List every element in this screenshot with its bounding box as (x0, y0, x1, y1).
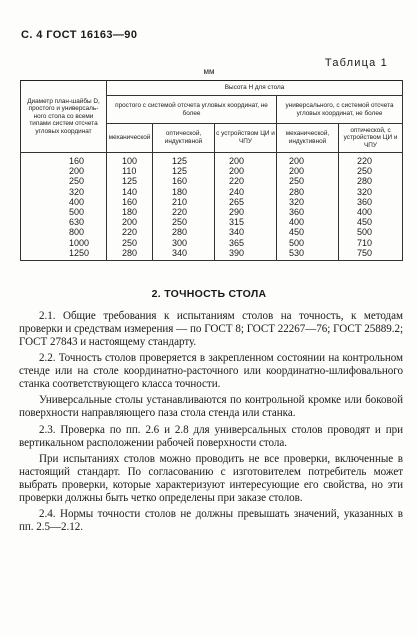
table-cell: 160 (153, 176, 215, 186)
table-cell: 290 (215, 207, 277, 217)
sub-header-optical: оптической, индуктивной (153, 124, 215, 153)
table-cell: 180 (153, 187, 215, 197)
table-cell: 500 (21, 207, 107, 217)
height-group-header: Высота H для стола (107, 81, 403, 96)
spec-table (20, 80, 403, 261)
table-cell: 250 (153, 217, 215, 227)
paragraph-tests: При испытаниях столов можно проводить не все проверки, включенные в настоящий стандарт. По согласованию с изготовителем потребитель может выбрать проверки, которые характеризуют интересующие его свойства, но эти проверки должны быть четко определены при заказе столов. (19, 453, 403, 504)
simple-table-header: простого с системой отсчета угловых координат, не более (107, 96, 277, 124)
table-cell: 530 (277, 248, 339, 261)
page-header: С. 4 ГОСТ 16163—90 (21, 29, 138, 41)
table-cell: 160 (21, 153, 107, 167)
table-cell: 800 (21, 227, 107, 237)
table-cell: 200 (107, 217, 153, 227)
table-row (21, 153, 403, 167)
table-cell: 125 (153, 153, 215, 167)
table-cell: 140 (107, 187, 153, 197)
universal-table-header: универсального, с системой отсчета угловых координат, не более (277, 96, 403, 124)
table-cell: 1250 (21, 248, 107, 261)
table-cell: 220 (107, 227, 153, 237)
table-cell: 200 (215, 153, 277, 167)
table-cell: 500 (339, 227, 403, 237)
sub-header-univ-optical: оптической, с устройством ЦИ и ЧПУ (339, 124, 403, 153)
table-cell: 250 (339, 166, 403, 176)
table-cell: 280 (277, 187, 339, 197)
table-row (21, 176, 403, 186)
table-cell: 390 (215, 248, 277, 261)
table-cell: 220 (215, 176, 277, 186)
diameter-header: Диаметр план-шайбы D, простого и универсаль-ного стола со всеми типами систем отсчета угловых координат (21, 81, 107, 153)
table-cell: 320 (339, 187, 403, 197)
sub-header-mechanical: механической (107, 124, 153, 153)
table-cell: 280 (153, 227, 215, 237)
paragraph-universal: Универсальные столы устанавливаются по контрольной кромке или боковой поверхности направляющего паза стола стенда или станка. (19, 394, 403, 420)
table-row (21, 238, 403, 248)
table-row (21, 207, 403, 217)
table-cell: 200 (215, 166, 277, 176)
table-cell: 315 (215, 217, 277, 227)
table-row (21, 248, 403, 261)
table-row (21, 166, 403, 176)
table-cell: 400 (277, 217, 339, 227)
table-cell: 300 (153, 238, 215, 248)
paragraph-2-4: 2.4. Нормы точности столов не должны превышать значений, указанных в пп. 2.5—2.12. (19, 508, 403, 533)
table-cell: 200 (277, 166, 339, 176)
table-cell: 250 (277, 176, 339, 186)
table-cell: 500 (277, 238, 339, 248)
table-cell: 250 (21, 176, 107, 186)
body-text (19, 310, 403, 538)
table-cell: 265 (215, 197, 277, 207)
table-cell: 125 (153, 166, 215, 176)
table-cell: 220 (153, 207, 215, 217)
table-cell: 200 (21, 166, 107, 176)
table-cell: 450 (339, 217, 403, 227)
table-cell: 210 (153, 197, 215, 207)
table-row (21, 217, 403, 227)
table-row (21, 187, 403, 197)
table-cell: 360 (339, 197, 403, 207)
table-row (21, 227, 403, 237)
table-cell: 125 (107, 176, 153, 186)
table-cell: 365 (215, 238, 277, 248)
table-cell: 100 (107, 153, 153, 167)
paragraph-2-2: 2.2. Точность столов проверяется в закрепленном состоянии на контрольном стенде или на столе координатно-расточного или координатно-шлифовального станка соответствующего класса точности. (19, 352, 403, 390)
table-cell: 400 (21, 197, 107, 207)
table-cell: 160 (107, 197, 153, 207)
table-cell: 180 (107, 207, 153, 217)
sub-header-univ-mechanical: механической, индуктивной (277, 124, 339, 153)
sub-header-ci-chpu: с устройством ЦИ и ЧПУ (215, 124, 277, 153)
table-cell: 340 (215, 227, 277, 237)
table-caption: Таблица 1 (324, 57, 388, 69)
table-cell: 340 (153, 248, 215, 261)
table-units: мм (203, 67, 215, 76)
table-cell: 710 (339, 238, 403, 248)
table-cell: 320 (277, 197, 339, 207)
table-cell: 220 (339, 153, 403, 167)
table-cell: 630 (21, 217, 107, 227)
section-title: 2. ТОЧНОСТЬ СТОЛА (151, 288, 267, 300)
table-cell: 240 (215, 187, 277, 197)
table-cell: 750 (339, 248, 403, 261)
table-cell: 1000 (21, 238, 107, 248)
table-cell: 360 (277, 207, 339, 217)
table-cell: 320 (21, 187, 107, 197)
paragraph-2-3: 2.3. Проверка по пп. 2.6 и 2.8 для универсальных столов проводят и при вертикальном расположении рабочей поверхности стола. (19, 423, 403, 449)
table-cell: 280 (107, 248, 153, 261)
paragraph-2-1: 2.1. Общие требования к испытаниям столов на точность, к методам проверки и средствам измерения — по ГОСТ 8; ГОСТ 22267—76; ГОСТ 25889.2; ГОСТ 27843 и настоящему стандарту. (19, 310, 403, 348)
table-cell: 250 (107, 238, 153, 248)
table-cell: 400 (339, 207, 403, 217)
table-cell: 200 (277, 153, 339, 167)
table-cell: 280 (339, 176, 403, 186)
table-cell: 450 (277, 227, 339, 237)
table-cell: 110 (107, 166, 153, 176)
table-row (21, 197, 403, 207)
